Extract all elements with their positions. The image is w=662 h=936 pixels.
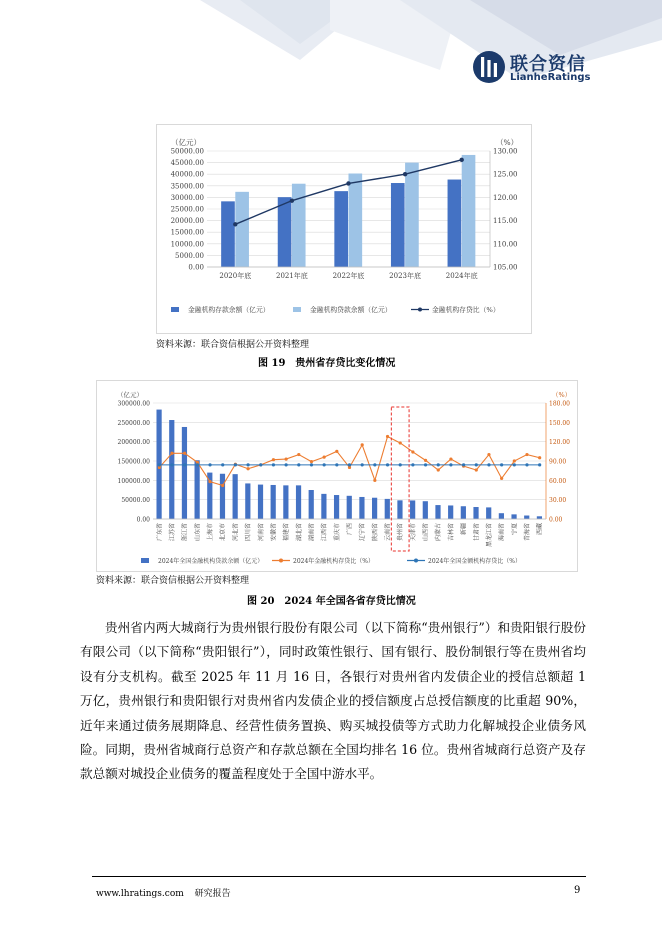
line-point <box>449 457 452 460</box>
y-left-tick-label: 35000.00 <box>170 182 204 191</box>
bar <box>462 155 476 267</box>
bar <box>271 485 276 519</box>
x-tick-label: 上海市 <box>207 523 215 542</box>
line-point <box>208 480 211 483</box>
line-point <box>272 463 275 466</box>
y-left-tick-label: 0.00 <box>136 516 150 524</box>
y-left-tick-label: 150000.00 <box>117 458 150 466</box>
line-point <box>525 463 528 466</box>
line-point <box>437 463 440 466</box>
line-point <box>183 452 186 455</box>
line-point <box>513 459 516 462</box>
y-right-tick-label: 105.00 <box>493 263 518 272</box>
y-right-tick-label: 125.00 <box>493 170 518 179</box>
y-left-tick-label: 300000.00 <box>117 400 150 408</box>
x-tick-label: 云南省 <box>384 523 392 542</box>
y-right-tick-label: 120.00 <box>493 193 518 202</box>
bar <box>435 505 440 519</box>
bar <box>511 514 516 519</box>
legend-swatch <box>418 308 422 312</box>
line-point <box>399 441 402 444</box>
bar <box>448 180 462 267</box>
line-point <box>259 463 262 466</box>
brand-name-cn: 联合资信 <box>510 54 586 75</box>
bar <box>405 163 419 267</box>
bar <box>372 498 377 519</box>
line-point <box>403 172 407 176</box>
x-tick-label: 青海省 <box>523 523 531 542</box>
line-point <box>285 463 288 466</box>
y-left-tick-label: 40000.00 <box>170 170 204 179</box>
legend-label: 金融机构存贷比（%） <box>432 306 500 314</box>
line-point <box>411 463 414 466</box>
line-point <box>246 463 249 466</box>
x-tick-label: 甘肃省 <box>473 523 481 542</box>
x-tick-label: 吉林省 <box>447 523 455 542</box>
figure-19-source: 资料来源：联合资信根据公开资料整理 <box>156 340 310 350</box>
x-tick-label: 2020年底 <box>219 272 252 280</box>
bar <box>499 513 504 519</box>
x-tick-label: 辽宁省 <box>359 523 367 542</box>
bar <box>334 495 339 519</box>
bar <box>292 184 306 267</box>
y-right-tick-label: 110.00 <box>493 240 518 249</box>
legend-swatch <box>293 307 301 312</box>
page-number: 9 <box>574 885 581 896</box>
line-point <box>500 477 503 480</box>
line-point <box>538 463 541 466</box>
legend-label: 2024年全国金融机构贷款余额（亿元） <box>158 558 264 565</box>
bar <box>235 192 249 267</box>
line-point <box>335 450 338 453</box>
bar <box>169 420 174 519</box>
line-point <box>234 463 237 466</box>
bar <box>278 197 292 267</box>
x-tick-label: 西藏 <box>536 523 544 536</box>
x-tick-label: 内蒙古 <box>435 523 443 542</box>
legend-swatch <box>279 559 283 563</box>
bar <box>321 494 326 519</box>
bar <box>349 174 363 267</box>
bar <box>195 460 200 519</box>
x-tick-label: 河北省 <box>232 523 240 542</box>
line-point <box>196 463 199 466</box>
line-point <box>525 453 528 456</box>
line-point <box>475 463 478 466</box>
bar <box>220 474 225 519</box>
line-point <box>487 463 490 466</box>
bar <box>486 507 491 519</box>
x-tick-label: 宁夏 <box>511 523 519 536</box>
line-point <box>335 463 338 466</box>
footer-doc-type: 研究报告 <box>194 889 231 899</box>
line-point <box>386 463 389 466</box>
line-point <box>399 463 402 466</box>
y-left-tick-label: 15000.00 <box>170 228 204 237</box>
bar <box>221 201 235 267</box>
lianhe-logo-icon <box>472 50 506 84</box>
y-left-tick-label: 100000.00 <box>117 477 150 485</box>
line-point <box>538 456 541 459</box>
brand-logo <box>472 48 592 88</box>
bar <box>461 506 466 519</box>
y-left-tick-label: 25000.00 <box>170 205 204 214</box>
line-point <box>361 443 364 446</box>
x-tick-label: 2023年底 <box>389 272 422 280</box>
legend-label: 2024年全国金额机构存贷比（%） <box>428 558 521 565</box>
line-point <box>158 463 161 466</box>
legend-label: 金融机构存款余额（亿元） <box>188 306 270 314</box>
bar <box>309 490 314 519</box>
line-point <box>290 198 294 202</box>
x-tick-label: 广西 <box>346 523 354 536</box>
y-right-tick-label: 0.00 <box>549 516 563 524</box>
x-tick-label: 福建省 <box>283 523 291 542</box>
line-point <box>208 463 211 466</box>
line-point <box>386 435 389 438</box>
chart-19 <box>157 125 531 333</box>
legend-swatch <box>414 559 418 563</box>
line-point <box>424 463 427 466</box>
line-point <box>183 463 186 466</box>
legend-label: 金融机构贷款余额（亿元） <box>310 306 392 314</box>
x-tick-label: 安徽省 <box>270 523 278 542</box>
line-point <box>170 452 173 455</box>
bar <box>473 507 478 519</box>
line-point <box>449 463 452 466</box>
y-left-tick-label: 50000.00 <box>170 147 204 156</box>
y-right-tick-label: 180.00 <box>549 400 570 408</box>
line-point <box>475 468 478 471</box>
figure-20-caption: 图 20 2024 年全国各省存贷比情况 <box>247 596 416 607</box>
y-left-tick-label: 5000.00 <box>175 251 204 260</box>
y-right-tick-label: 120.00 <box>549 439 570 447</box>
y-right-tick-label: 115.00 <box>493 217 518 226</box>
bar <box>537 516 542 519</box>
bar <box>385 499 390 519</box>
x-tick-label: 重庆市 <box>333 523 341 542</box>
chart-20 <box>97 381 577 571</box>
y-left-tick-label: 45000.00 <box>170 159 204 168</box>
line-point <box>437 468 440 471</box>
y-right-tick-label: 150.00 <box>549 419 570 427</box>
x-tick-label: 2021年底 <box>275 272 308 280</box>
line-point <box>221 484 224 487</box>
left-axis-unit: （亿元） <box>117 391 143 399</box>
y-right-tick-label: 130.00 <box>493 147 518 156</box>
line-point <box>170 463 173 466</box>
line-point <box>310 460 313 463</box>
line-point <box>233 222 237 226</box>
y-left-tick-label: 30000.00 <box>170 193 204 202</box>
x-tick-label: 2024年底 <box>445 272 478 280</box>
line-point <box>424 459 427 462</box>
bar <box>283 485 288 519</box>
bar <box>524 516 529 519</box>
bar <box>334 191 348 267</box>
bar <box>207 473 212 519</box>
footer-url[interactable]: www.lhratings.com <box>96 889 184 899</box>
bar <box>182 427 187 519</box>
chart-19-frame <box>156 124 532 334</box>
right-axis-unit: （%） <box>552 391 572 399</box>
right-axis-unit: （%） <box>496 138 519 147</box>
line-point <box>297 453 300 456</box>
line-point <box>373 463 376 466</box>
bar <box>359 497 364 519</box>
legend-swatch <box>171 307 179 312</box>
y-left-tick-label: 50000.00 <box>121 497 150 505</box>
line-point <box>297 463 300 466</box>
line-point <box>323 463 326 466</box>
bar <box>258 485 263 519</box>
x-tick-label: 北京市 <box>219 523 227 542</box>
x-tick-label: 江西省 <box>321 523 329 542</box>
x-tick-label: 四川省 <box>245 523 253 542</box>
footer-divider <box>92 876 586 877</box>
line-point <box>221 463 224 466</box>
x-tick-label: 天津市 <box>409 523 417 542</box>
line-point <box>487 453 490 456</box>
x-tick-label: 贵州省 <box>397 523 405 542</box>
x-tick-label: 浙江省 <box>181 523 189 542</box>
x-tick-label: 黑龙江省 <box>485 523 493 548</box>
line-point <box>500 463 503 466</box>
y-left-tick-label: 20000.00 <box>170 217 204 226</box>
line-point <box>272 458 275 461</box>
bar <box>233 474 238 519</box>
legend-label: 2024年金融机构存贷比（%） <box>293 558 374 565</box>
y-left-tick-label: 250000.00 <box>117 419 150 427</box>
bar <box>296 485 301 519</box>
line-point <box>411 450 414 453</box>
line-point <box>346 181 350 185</box>
x-tick-label: 海南省 <box>498 523 506 542</box>
figure-19-caption: 图 19 贵州省存贷比变化情况 <box>258 358 396 369</box>
y-left-tick-label: 0.00 <box>188 263 204 272</box>
line-point <box>246 467 249 470</box>
bar <box>410 500 415 519</box>
bar <box>391 183 405 267</box>
x-tick-label: 湖南省 <box>308 523 316 542</box>
x-tick-label: 2022年底 <box>332 272 365 280</box>
x-tick-label: 湖北省 <box>295 523 303 542</box>
line-point <box>513 463 516 466</box>
y-right-tick-label: 30.00 <box>549 497 567 505</box>
brand-name-en: LianheRatings <box>510 72 591 83</box>
x-tick-label: 山东省 <box>194 523 202 542</box>
y-right-tick-label: 90.00 <box>549 458 567 466</box>
footer-text <box>96 886 231 899</box>
line-point <box>460 158 464 162</box>
x-tick-label: 广东省 <box>156 523 164 542</box>
line-point <box>310 463 313 466</box>
x-tick-label: 江苏省 <box>169 523 177 542</box>
body-paragraph: 贵州省内两大城商行为贵州银行股份有限公司（以下简称“贵州银行”）和贵阳银行股份有限公司（以下简称“贵阳银行”），同时政策性银行、国有银行、股份制银行等在贵州省均设有分支机构。截至 2025 年 11 月 16 日，各银行对贵州省内发债企业的授信总额超 1 万亿，贵州银行和贵阳银行对贵州省内发债企业的授信额度占总授信额度的比重超 90%，近年来通过债务展期降息、经营性债务置换、购买城投债等方式助力化解城投企业债务风险。同期，贵州省城商行总资产和存款总额在全国均排名 16 位。贵州省城商行总资产及存款总额对城投企业债务的覆盖程度处于全国中游水平。 <box>80 620 586 782</box>
y-left-tick-label: 200000.00 <box>117 439 150 447</box>
x-tick-label: 新疆 <box>460 523 468 536</box>
line-point <box>348 463 351 466</box>
figure-20-source: 资料来源：联合资信根据公开资料整理 <box>96 576 250 586</box>
line-point <box>285 457 288 460</box>
bar <box>448 505 453 519</box>
bar <box>245 483 250 519</box>
y-right-tick-label: 60.00 <box>549 477 567 485</box>
line-point <box>462 463 465 466</box>
bar <box>423 501 428 519</box>
x-tick-label: 河南省 <box>257 523 265 542</box>
x-tick-label: 陕西省 <box>371 523 379 542</box>
y-left-tick-label: 10000.00 <box>170 240 204 249</box>
left-axis-unit: （亿元） <box>171 138 201 147</box>
bar <box>347 496 352 519</box>
legend-swatch <box>141 558 149 563</box>
chart-20-frame <box>96 380 578 572</box>
line-point <box>373 479 376 482</box>
line-point <box>323 456 326 459</box>
line-point <box>361 463 364 466</box>
x-tick-label: 山西省 <box>422 523 430 542</box>
bar <box>397 500 402 519</box>
